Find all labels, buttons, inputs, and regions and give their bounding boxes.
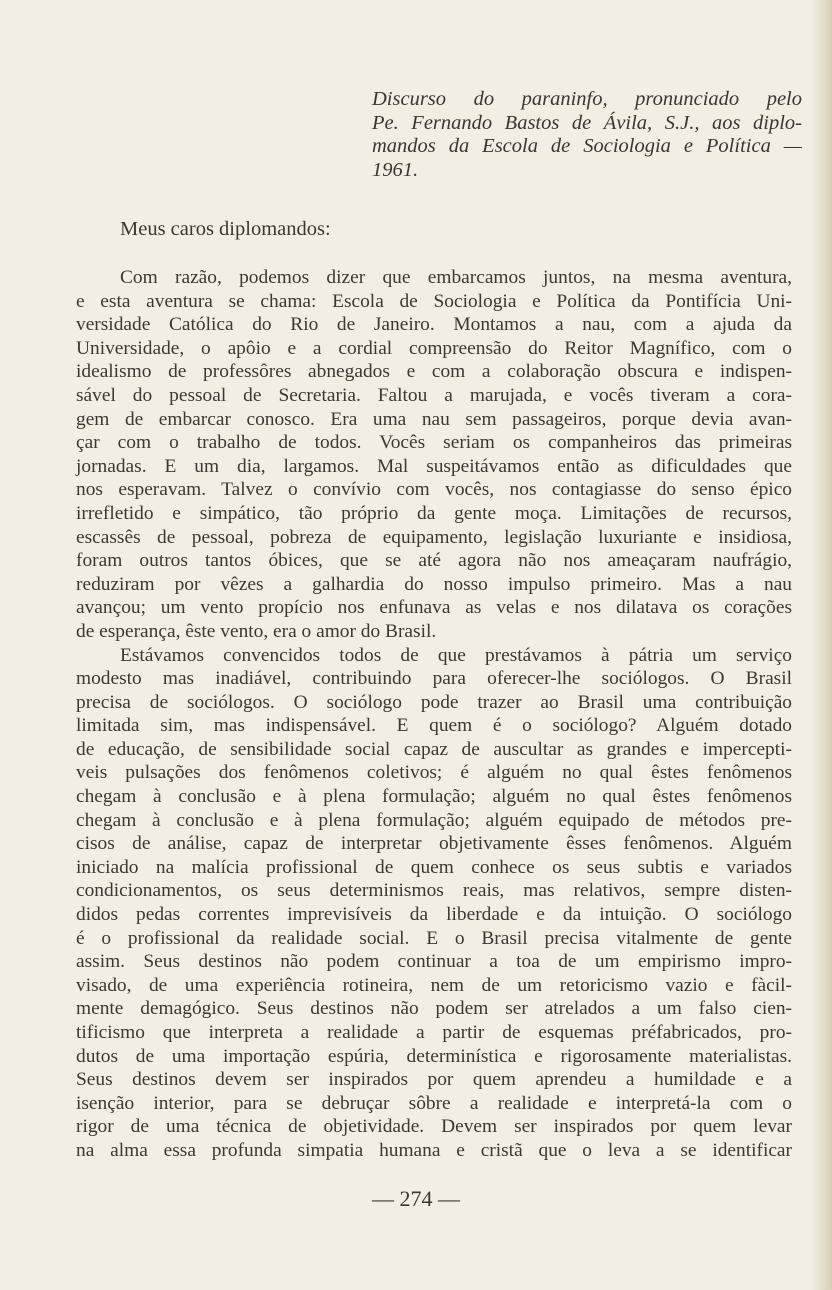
body-line: é o profissional da realidade social. E o Brasil precisa vitalmente de gente <box>76 927 792 949</box>
body-line: cisos de análise, capaz de interpretar objetivamente êsses fenômenos. Alguém <box>76 833 792 855</box>
salutation: Meus caros diplomandos: <box>120 218 331 240</box>
body-line: rigor de uma técnica de objetividade. Devem ser inspirados por quem levar <box>76 1116 792 1138</box>
body-line: çar com o trabalho de todos. Vocês seriam os companheiros das primeiras <box>76 432 792 454</box>
body-line: irrefletido e simpático, tão próprio da gente moça. Limitações de recursos, <box>76 502 792 524</box>
header-line: Discurso do paraninfo, pronunciado pelo <box>372 88 802 110</box>
body-line: sável do pessoal de Secretaria. Faltou a marujada, e vocês tiveram a cora- <box>76 384 792 406</box>
body-line: precisa de sociólogos. O sociólogo pode trazer ao Brasil uma contribuição <box>76 691 792 713</box>
body-line: didos pedas correntes imprevisíveis da liberdade e da intuição. O sociólogo <box>76 904 792 926</box>
body-line: escassês de pessoal, pobreza de equipamento, legislação luxuriante e insidiosa, <box>76 526 792 548</box>
body-line: Universidade, o apôio e a cordial compreensão do Reitor Magnífico, com o <box>76 337 792 359</box>
body-line: na alma essa profunda simpatia humana e cristã que o leva a se identificar <box>76 1139 792 1161</box>
body-line: tificismo que interpreta a realidade a partir de esquemas préfabricados, pro- <box>76 1022 792 1043</box>
header-note <box>372 86 802 180</box>
body-line: reduziram por vêzes a galhardia do nosso impulso primeiro. Mas a nau <box>76 573 792 595</box>
body-line: de esperança, êste vento, era o amor do Brasil. <box>76 620 437 642</box>
body-line: jornadas. E um dia, largamos. Mal suspeitávamos então as dificuldades que <box>76 455 792 477</box>
body-line: veis pulsações dos fenômenos coletivos; é alguém no qual êstes fenômenos <box>76 762 792 784</box>
body-line: e esta aventura se chama: Escola de Sociologia e Política da Pontifícia Uni- <box>76 290 792 312</box>
body-line: chegam à conclusão e à plena formulação; alguém no qual êstes fenômenos <box>76 786 792 808</box>
body-line: nos esperavam. Talvez o convívio com vocês, nos contagiasse do senso épico <box>76 479 792 501</box>
body-text <box>76 266 792 1163</box>
body-line: Estávamos convencidos todos de que prestávamos à pátria um serviço <box>120 644 792 666</box>
body-line: visado, de uma experiência rotineira, nem de um retoricismo vazio e fàcil- <box>76 974 792 996</box>
body-line: versidade Católica do Rio de Janeiro. Montamos a nau, com a ajuda da <box>76 314 792 336</box>
body-line: Com razão, podemos dizer que embarcamos juntos, na mesma aventura, <box>120 267 792 288</box>
body-line: condicionamentos, os seus determinismos reais, mas relativos, sempre disten- <box>76 880 792 902</box>
page-edge-shadow <box>810 0 832 1290</box>
page-number: — 274 — <box>372 1186 460 1211</box>
body-line: mente demagógico. Seus destinos não podem ser atrelados a um falso cien- <box>76 998 792 1020</box>
header-line: 1961. <box>372 158 419 181</box>
body-line: assim. Seus destinos não podem continuar a toa de um empirismo impro- <box>76 951 792 973</box>
header-line: mandos da Escola de Sociologia e Política — <box>372 135 802 158</box>
body-line: idealismo de professôres abnegados e com a colaboração obscura e indispen- <box>76 361 792 383</box>
body-line: foram outros tantos óbices, que se até agora não nos ameaçaram naufrágio, <box>76 550 792 572</box>
header-line: Pe. Fernando Bastos de Ávila, S.J., aos diplo- <box>372 111 802 134</box>
body-line: gem de embarcar conosco. Era uma nau sem passageiros, porque devia avan- <box>76 408 792 430</box>
body-line: iniciado na malícia profissional de quem conhece os seus subtis e variados <box>76 856 792 878</box>
body-line: isenção interior, para se debruçar sôbre a realidade e interpretá-la com o <box>76 1092 792 1114</box>
body-line: limitada sim, mas indispensável. E quem é o sociólogo? Alguém dotado <box>76 715 792 737</box>
body-line: dutos de uma importação espúria, determinística e rigorosamente materialistas. <box>76 1045 792 1067</box>
body-line: Seus destinos devem ser inspirados por quem aprendeu a humildade e a <box>76 1069 792 1091</box>
body-line: chegam à conclusão e à plena formulação; alguém equipado de métodos pre- <box>76 809 792 831</box>
body-line: avançou; um vento propício nos enfunava as velas e nos dilatava os corações <box>76 597 792 619</box>
body-line: modesto mas inadiável, contribuindo para oferecer-lhe sociólogos. O Brasil <box>76 668 792 690</box>
body-line: de educação, de sensibilidade social capaz de auscultar as grandes e impercepti- <box>76 738 792 760</box>
